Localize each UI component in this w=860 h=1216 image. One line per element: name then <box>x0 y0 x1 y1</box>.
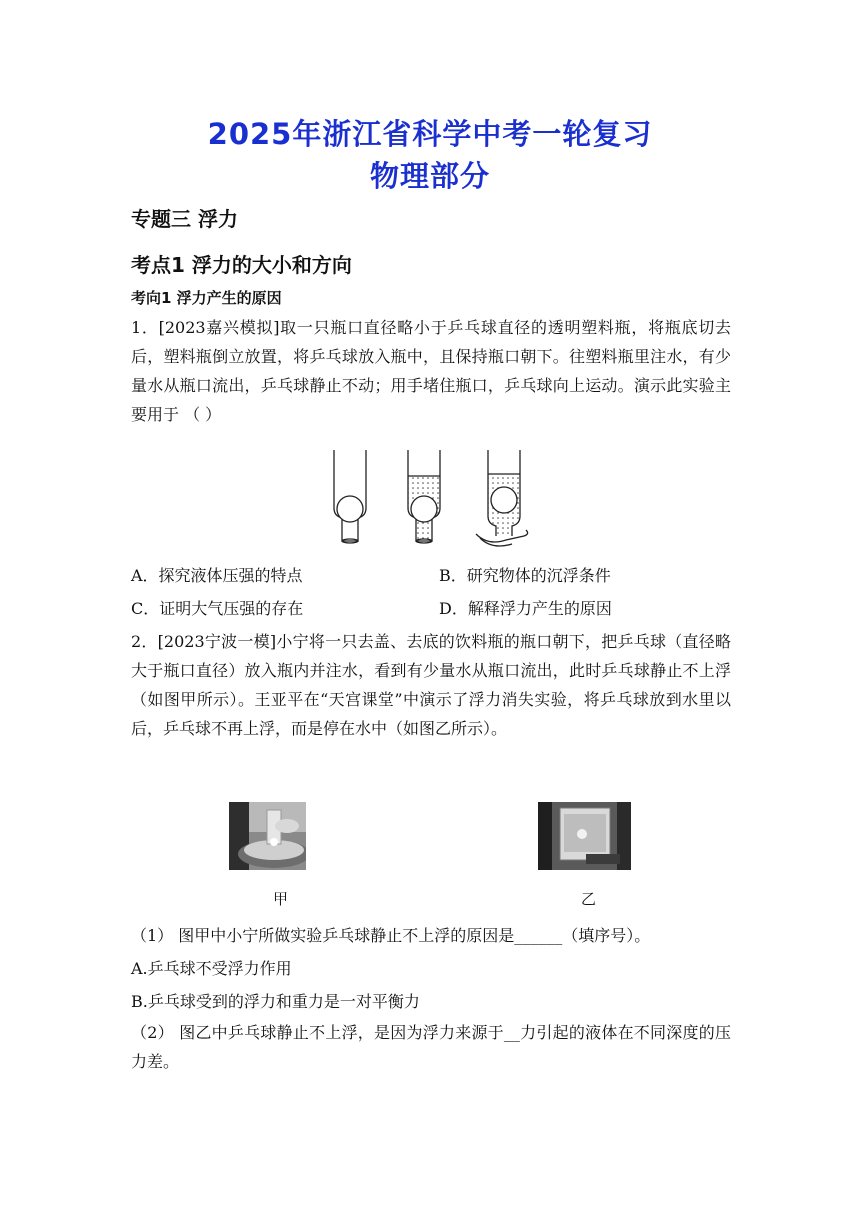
document-title-line2: 物理部分 <box>369 159 490 193</box>
question-1-option-c: C．证明大气压强的存在 <box>131 599 304 618</box>
question-1-option-b: B．研究物体的沉浮条件 <box>439 566 611 585</box>
photo-experiment-b <box>538 802 631 870</box>
bottle-with-hand <box>476 450 528 546</box>
question-1-option-a: A．探究液体压强的特点 <box>131 566 303 585</box>
question-2-sub1-option-a: A.乒乓球不受浮力作用 <box>131 959 292 978</box>
question-2-sub1-option-b: B.乒乓球受到的浮力和重力是一对平衡力 <box>131 992 420 1011</box>
question-1-option-d: D．解释浮力产生的原因 <box>439 599 612 618</box>
document-title-line1: 2025年浙江省科学中考一轮复习 <box>207 117 653 151</box>
topic-heading: 专题三 浮力 <box>131 207 238 231</box>
question-2-sub2: （2） 图乙中乒乓球静止不上浮，是因为浮力来源于__力引起的液体在不同深度的压力差。 <box>131 1023 731 1071</box>
photo-experiment-a <box>229 802 306 870</box>
caption-a: 甲 <box>273 890 289 908</box>
point-heading: 考点1 浮力的大小和方向 <box>131 253 352 277</box>
caption-b: 乙 <box>581 890 597 908</box>
question-2-text: 2．[2023宁波一模]小宁将一只去盖、去底的饮料瓶的瓶口朝下，把乒乓球（直径略大于瓶口直径）放入瓶内并注水，看到有少量水从瓶口流出，此时乒乓球静止不上浮（如图甲所示）。王亚平在“天宫课堂”中演示了浮力消失实验，将乒乓球放到水里以后，乒乓球不再上浮，而是停在水中（如图乙所示）。 <box>131 632 731 738</box>
question-2-sub1: （1） 图甲中小宁所做实验乒乓球静止不上浮的原因是______（填序号）。 <box>131 926 651 945</box>
bottle-experiment-figure <box>326 446 536 550</box>
bottle-empty <box>334 450 366 543</box>
direction-heading: 考向1 浮力产生的原因 <box>131 289 282 307</box>
question-1-text: 1．[2023嘉兴模拟]取一只瓶口直径略小于乒乓球直径的透明塑料瓶，将瓶底切去后，塑料瓶倒立放置，将乒乓球放入瓶中，且保持瓶口朝下。往塑料瓶里注水，有少量水从瓶口流出，乒乓球静止不动；用手堵住瓶口，乒乓球向上运动。演示此实验主要用于 （ ） <box>131 318 731 424</box>
bottle-filled <box>408 450 440 543</box>
